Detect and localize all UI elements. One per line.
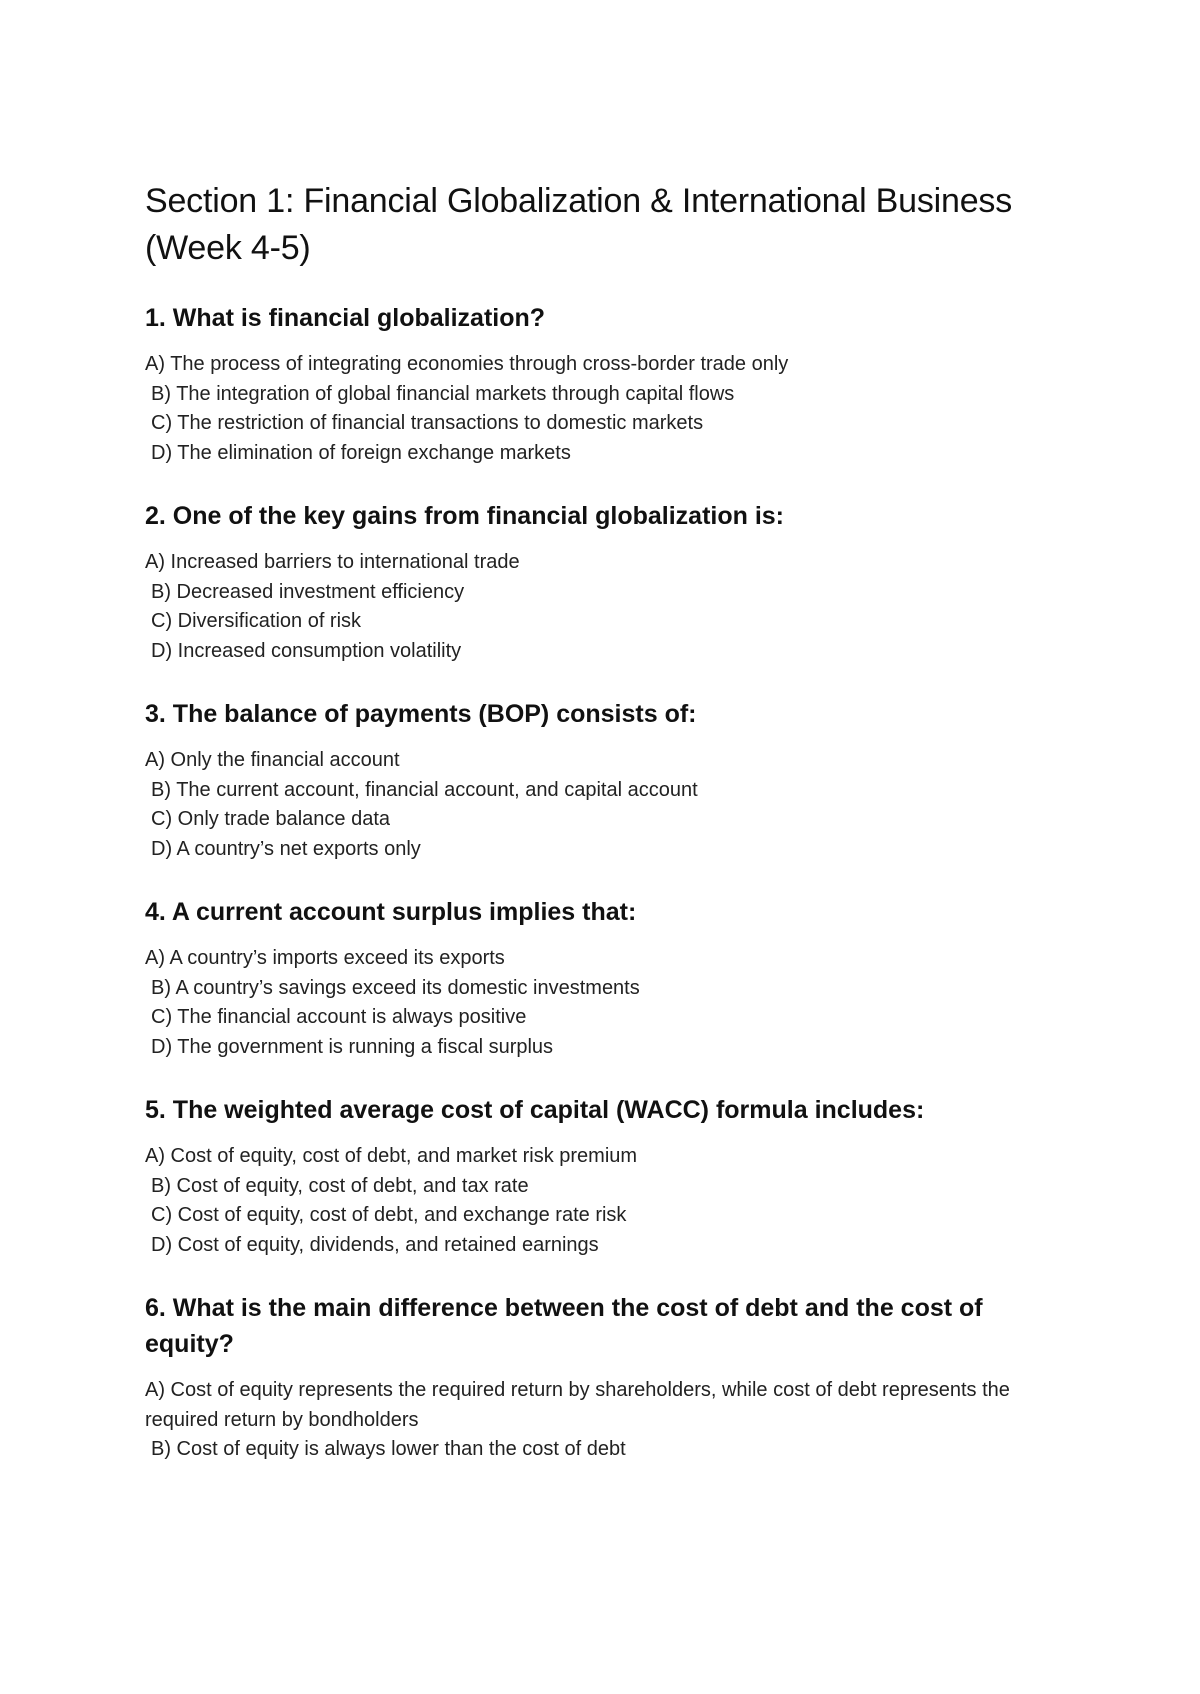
question-1 — [145, 300, 1045, 468]
option-c: C) Cost of equity, cost of debt, and exchange rate risk — [151, 1204, 627, 1226]
option-c: C) Diversification of risk — [151, 610, 362, 632]
option-d: D) The elimination of foreign exchange markets — [151, 441, 571, 464]
option-a: A) Increased barriers to international trade — [145, 551, 520, 573]
option-list — [145, 1376, 1045, 1465]
option-b: B) A country’s savings exceed its domestic investments — [151, 976, 640, 999]
option-d: D) Increased consumption volatility — [151, 639, 462, 662]
option-list — [145, 746, 1045, 864]
option-b: B) The current account, financial account, and capital account — [151, 778, 698, 801]
option-d: D) Cost of equity, dividends, and retained earnings — [151, 1233, 599, 1256]
option-a: A) A country’s imports exceed its exports — [145, 947, 505, 969]
option-d: D) A country’s net exports only — [151, 837, 421, 860]
option-a: A) Cost of equity, cost of debt, and market risk premium — [145, 1145, 638, 1167]
question-3 — [145, 696, 1045, 864]
option-a: A) Cost of equity represents the required return by shareholders, while cost of debt represents the required return by bondholders — [145, 1379, 1010, 1431]
option-c: C) The financial account is always positive — [151, 1006, 527, 1028]
option-c: C) Only trade balance data — [151, 808, 391, 830]
question-2 — [145, 498, 1045, 666]
question-title: 3. The balance of payments (BOP) consists of: — [145, 700, 697, 728]
option-b: B) Cost of equity is always lower than the cost of debt — [151, 1438, 626, 1460]
question-4 — [145, 894, 1045, 1062]
question-title: 2. One of the key gains from financial globalization is: — [145, 502, 785, 530]
option-list — [145, 1142, 1045, 1260]
question-title: 5. The weighted average cost of capital (WACC) formula includes: — [145, 1096, 925, 1124]
question-title: 4. A current account surplus implies that: — [145, 898, 637, 926]
document-page — [145, 178, 1045, 1465]
option-list — [145, 548, 1045, 666]
question-title: 6. What is the main difference between the cost of debt and the cost of equity? — [145, 1294, 983, 1358]
option-a: A) The process of integrating economies through cross-border trade only — [145, 353, 789, 375]
option-b: B) Decreased investment efficiency — [151, 580, 465, 603]
option-b: B) Cost of equity, cost of debt, and tax rate — [151, 1174, 529, 1197]
question-6 — [145, 1290, 1045, 1465]
option-c: C) The restriction of financial transactions to domestic markets — [151, 412, 704, 434]
question-title: 1. What is financial globalization? — [145, 304, 546, 332]
option-b: B) The integration of global financial markets through capital flows — [151, 382, 735, 405]
section-title: Section 1: Financial Globalization & International Business (Week 4-5) — [145, 182, 1013, 267]
option-d: D) The government is running a fiscal surplus — [151, 1035, 554, 1058]
option-a: A) Only the financial account — [145, 749, 400, 771]
question-5 — [145, 1092, 1045, 1260]
option-list — [145, 944, 1045, 1062]
option-list — [145, 350, 1045, 468]
